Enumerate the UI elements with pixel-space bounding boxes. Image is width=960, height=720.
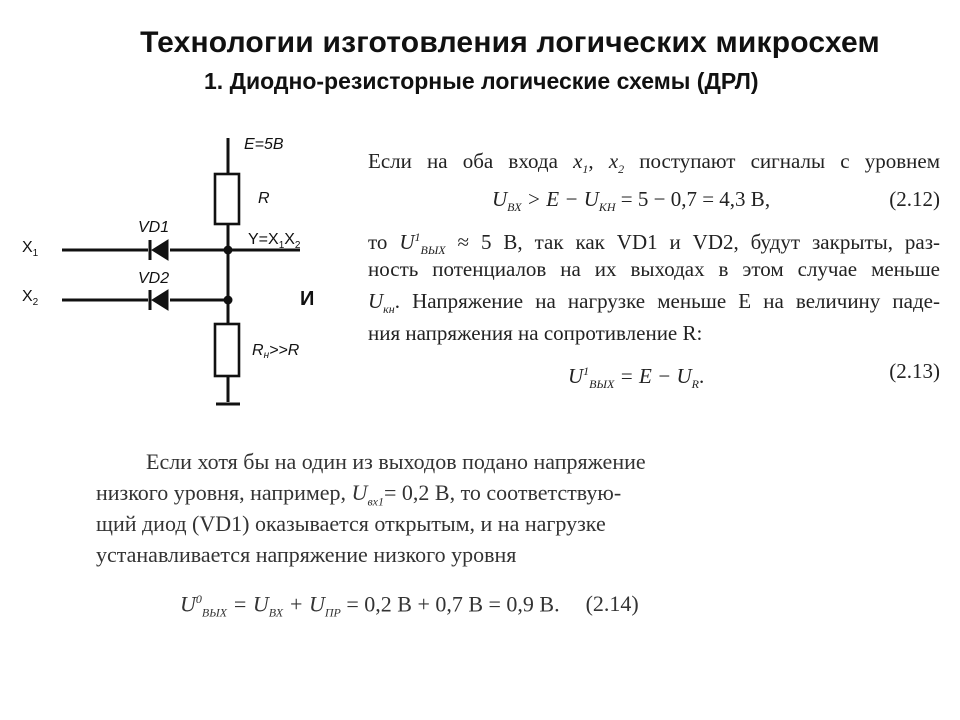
equation-number-2-14: (2.14) <box>585 591 639 617</box>
equation-number-2-12: (2.12) <box>889 187 940 211</box>
text2-line-1: Если хотя бы на один из выходов подано напряжение <box>146 449 646 474</box>
text-block-low-level <box>96 446 786 629</box>
drl-and-gate-schematic <box>0 0 360 420</box>
text2-line-4: устанавливается напряжение низкого уровня <box>96 542 517 567</box>
diode-vd2 <box>150 290 168 310</box>
diode2-label: VD2 <box>138 270 170 287</box>
text1-line-6: ния напряжения на сопротивление R: <box>368 321 703 345</box>
load-resistor-label: Rн>>R <box>252 342 300 361</box>
diode1-label: VD1 <box>138 219 170 236</box>
resistor-r-label: R <box>258 190 270 207</box>
input2-label: $X_2$ <box>22 288 39 308</box>
resistor-r <box>215 174 239 224</box>
output-label: $Y=X_1X_2$ <box>248 231 301 251</box>
text1-line-3: то $U^1_{ВЫХ} \approx 5$ В, так как VD1 и VD2, будут закрыты, раз- <box>368 230 941 258</box>
equation-2-12: $U_{ВХ} > E - U_{КН} = 5 - 0,7 = 4,3$ В, (2.12) <box>368 177 940 221</box>
text1-line-4: ность потенциалов на их выходах в этом случае меньше <box>368 257 940 281</box>
text1-line-1: Если на оба входа $x_1$, $x_2$ поступают сигналы с уровнем <box>368 149 940 177</box>
resistor-load <box>215 324 239 376</box>
junction-node-2 <box>224 296 233 305</box>
equation-number-2-13: (2.13) <box>889 359 940 383</box>
junction-node-1 <box>224 246 233 255</box>
slide-title: Технологии изготовления логических микросхем <box>140 26 880 59</box>
equation-2-13: $U^1_{ВЫХ} = E - U_R$. (2.13) <box>368 349 940 393</box>
input1-label: $X_1$ <box>22 239 39 259</box>
text2-line-3: щий диод (VD1) оказывается открытым, и на нагрузке <box>96 511 606 536</box>
slide-subtitle: 1. Диодно-резисторные логические схемы (ДРЛ) <box>204 68 759 94</box>
diode-vd1 <box>150 240 168 260</box>
equation-2-14: $U^0_{ВЫХ} = U_{ВХ} + U_{ПР} = 0,2$ В + 0,7 В = 0,9 В. (2.14) <box>180 591 639 620</box>
supply-label: E=5B <box>244 136 284 153</box>
text-block-high-level <box>368 145 940 393</box>
text1-line-5: $U_{кн}$. Напряжение на нагрузке меньше E на величину паде- <box>368 289 940 317</box>
gate-type-label: И <box>300 288 315 310</box>
text2-line-2: низкого уровня, например, $U_{вх1}= 0,2$ В, то соответствую- <box>96 480 622 509</box>
